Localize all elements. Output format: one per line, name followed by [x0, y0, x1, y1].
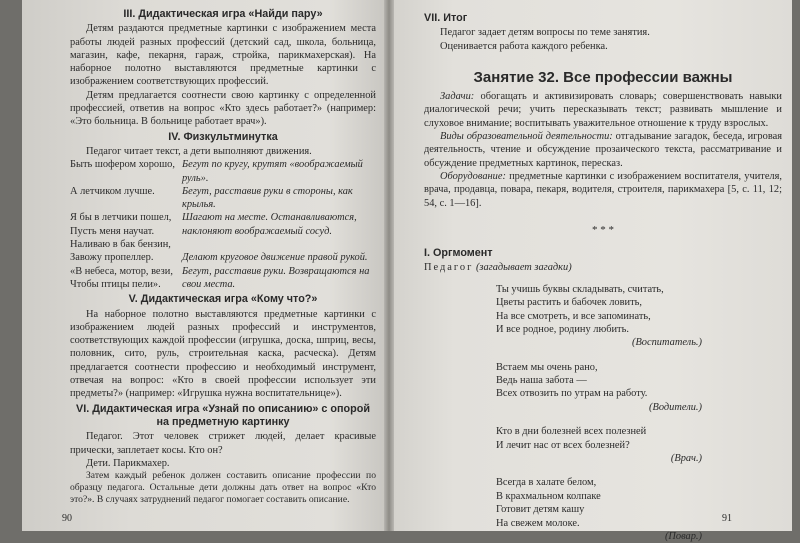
exercise-poem — [70, 158, 376, 291]
section-divider: * * * — [592, 223, 614, 236]
paragraph: На наборное полотно выставляются предметные картинки с изображением людей разных профессий и инструментов, соответствующих каждой профессии (игрушка, доска, шприц, весы, половник, сито, руль, строительная каска, расческа). Детям предлагается соотнести профессию и необходимый инструмент, отвечая на вопрос: «Кто в своей профессии использует эти предметы?» (например: «Игрушка нужна воспитательнице»). — [70, 308, 376, 400]
heading-guess-description: VI. Дидактическая игра «Узнай по описанию» с опорой на предметную картинку — [76, 402, 370, 428]
page-number: 91 — [722, 512, 732, 524]
heading-exercise: IV. Физкультминутка — [168, 130, 278, 143]
paragraph-small: Затем каждый ребенок должен составить описание профессии по образцу педагога. Остальные дети должны дать ответ на вопрос «Кто это?». В случаях затруднений педагог помогает составить описание. — [70, 470, 376, 506]
open-book — [22, 0, 792, 542]
riddle-answer: (Врач.) — [670, 453, 702, 464]
riddle-answer: (Повар.) — [664, 530, 702, 542]
riddle-verse: Встаем мы очень рано, Ведь наша забота — Всех отвозить по утрам на работу. — [496, 361, 648, 400]
paragraph: Педагог задает детям вопросы по теме занятия. — [440, 27, 650, 39]
riddle-answer: (Воспитатель.) — [631, 337, 702, 349]
page-number: 90 — [62, 512, 72, 524]
book-gutter — [384, 0, 394, 531]
heading-summary: VII. Итог — [424, 12, 468, 24]
paragraph: Оценивается работа каждого ребенка. — [440, 40, 608, 52]
poem-row: Завожу пропеллер. Делают круговое движение правой рукой. — [70, 252, 368, 264]
poem-row: Я бы в летчики пошел, Пусть меня научат. Наливаю в бак бензин, Шагают на месте. Останавливаются, наклоняют воображаемый сосуд. — [70, 212, 357, 251]
riddle-verse: Всегда в халате белом, В крахмальном колпаке Готовит детям кашу На свежем молоке. — [496, 477, 601, 529]
paragraph: Детям предлагается соотнести свою картинку с определенной профессией, ответив на вопрос «Кто здесь работает?» (например: «Это больница. В больнице работает врач»). — [70, 89, 376, 128]
poem-row: «В небеса, мотор, вези, Чтобы птицы пели». Бегут, расставив руки. Возвращаются на свои места. — [70, 265, 370, 290]
riddle-verse: Ты учишь буквы складывать, считать, Цветы растить и бабочек ловить, На все смотреть, и все запоминать, И все родное, родину любить. — [496, 283, 664, 335]
riddle-answer: (Водители.) — [649, 401, 702, 413]
paragraph: Педагог читает текст, а дети выполняют движения. — [86, 145, 312, 157]
riddle-verse: Кто в дни болезней всех полезней И лечит нас от всех болезней? — [496, 426, 647, 451]
equipment-paragraph: Оборудование: предметные картинки с изображением воспитателя, учителя, врача, продавца, повара, пекаря, водителя, строителя, парикмахера [5, с. 11, 12; 54, с. 1—16]. — [424, 170, 782, 209]
left-page — [22, 0, 384, 531]
heading-org-moment: I. Оргмомент — [424, 247, 493, 260]
heading-who-what: V. Дидактическая игра «Кому что?» — [128, 293, 318, 306]
paragraph: Дети. Парикмахер. — [86, 457, 170, 469]
lesson-title: Занятие 32. Все профессии важны — [473, 68, 733, 86]
activities-paragraph: Виды образовательной деятельности: отгадывание загадок, беседа, игровая деятельность, чтение и обсуждение прозаического текста, рассматривание и обсуждение предметных картинок, пересказ. — [424, 131, 782, 169]
goals-paragraph: Задачи: обогащать и активизировать словарь; совершенствовать навыки диалогической речи; учить пересказывать текст; развивать мышление и слуховое внимание; воспитывать уважительное отношение к труду взрослых. — [424, 91, 782, 129]
teacher-line: Педагог (загадывает загадки) — [424, 262, 572, 274]
poem-row: Быть шофером хорошо, Бегут по кругу, крутят «воображаемый руль». — [70, 159, 363, 184]
paragraph: Педагог. Этот человек стрижет людей, делает красивые прически, заплетает косы. Кто он? — [70, 431, 376, 456]
poem-row: А летчиком лучше. Бегут, расставив руки в стороны, как крылья. — [70, 185, 353, 211]
paragraph: Детям раздаются предметные картинки с изображением места работы людей разных профессий (детский сад, школа, больница, магазин, кафе, пекарня, гараж, стройка, парикмахерская). На наборное полотно выставляются предметные картинки с изображением соответствующих профессий. — [70, 23, 376, 88]
right-page — [394, 0, 792, 542]
heading-find-pair: III. Дидактическая игра «Найди пару» — [123, 8, 323, 20]
